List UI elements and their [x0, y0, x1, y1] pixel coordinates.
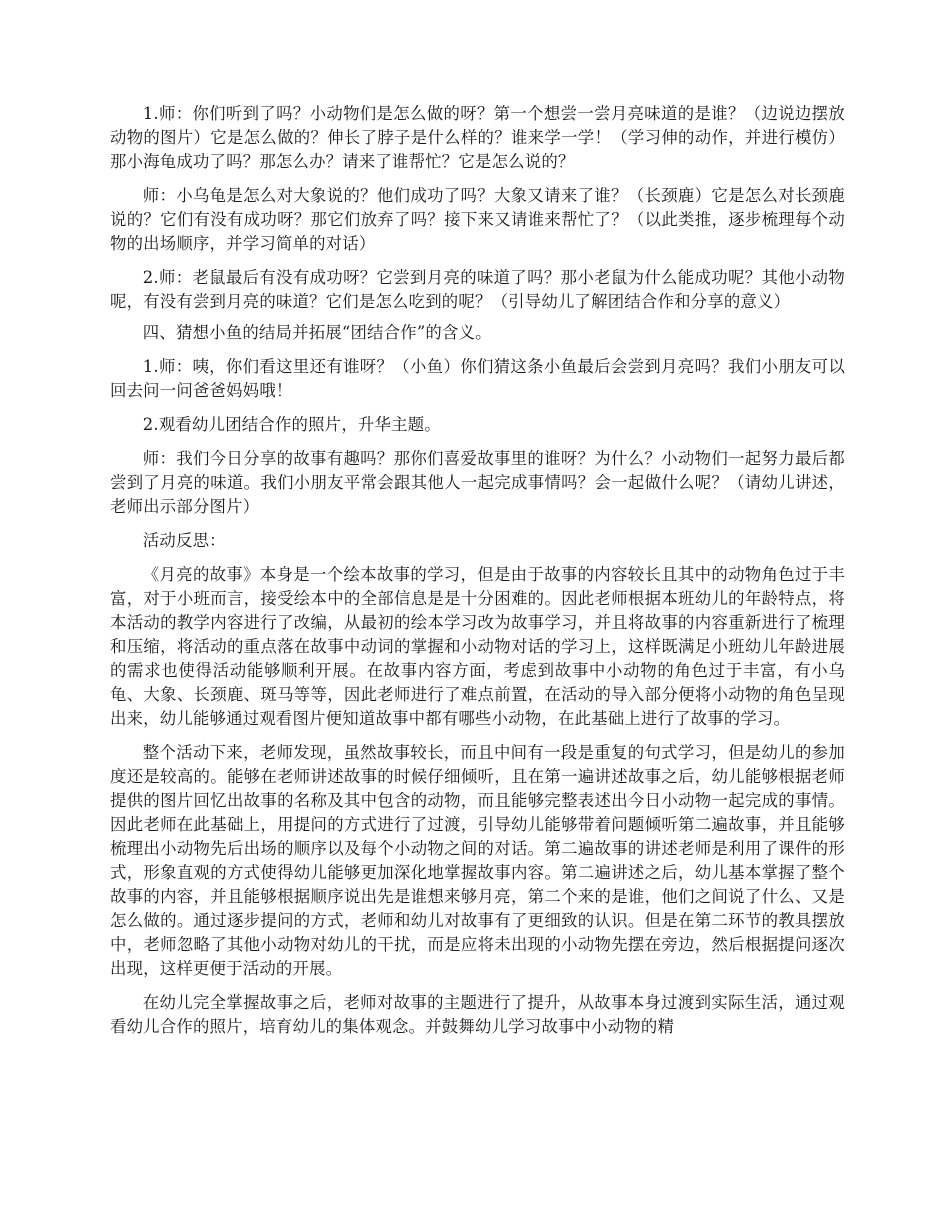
paragraph-1: 1.师：你们听到了吗？小动物们是怎么做的呀？第一个想尝一尝月亮味道的是谁？（边说边摆放动物的图片）它是怎么做的？伸长了脖子是什么样的？谁来学一学！（学习伸的动作，并进行模仿）那小海龟成功了吗？那怎么办？请来了谁帮忙？它是怎么说的？	[110, 104, 845, 171]
paragraph-2: 师：小乌龟是怎么对大象说的？他们成功了吗？大象又请来了谁？（长颈鹿）它是怎么对长颈鹿说的？它们有没有成功呀？那它们放弃了吗？接下来又请谁来帮忙了？（以此类推，逐步梳理每个动物的出场顺序，并学习简单的对话）	[110, 186, 845, 253]
paragraph-8: 整个活动下来，老师发现，虽然故事较长，而且中间有一段是重复的句式学习，但是幼儿的参加度还是较高的。能够在老师讲述故事的时候仔细倾听，且在第一遍讲述故事之后，幼儿能够根据老师提供的图片回忆出故事的名称及其中包含的动物，而且能够完整表述出今日小动物一起完成的事情。因此老师在此基础上，用提问的方式进行了过渡，引导幼儿能够带着问题倾听第二遍故事，并且能够梳理出小动物先后出场的顺序以及每个小动物之间的对话。第二遍故事的讲述老师是利用了课件的形式，形象直观的方式使得幼儿能够更加深化地掌握故事内容。第二遍讲述之后，幼儿基本掌握了整个故事的内容，并且能够根据顺序说出先是谁想来够月亮，第二个来的是谁，他们之间说了什么、又是怎么做的。通过逐步提问的方式，老师和幼儿对故事有了更细致的认识。但是在第二环节的教具摆放中，老师忽略了其他小动物对幼儿的干扰，而是应将未出现的小动物先摆在旁边，然后根据提问逐次出现，这样更便于活动的开展。	[110, 743, 845, 978]
paragraph-5: 2.观看幼儿团结合作的照片，升华主题。	[142, 415, 441, 434]
paragraph-9: 在幼儿完全掌握故事之后，老师对故事的主题进行了提升，从故事本身过渡到实际生活，通过观看幼儿合作的照片，培育幼儿的集体观念。并鼓舞幼儿学习故事中小动物的精	[110, 993, 845, 1036]
document-body	[110, 102, 845, 1039]
section-heading: 四、猜想小鱼的结局并拓展“团结合作”的含义。	[142, 323, 492, 342]
paragraph-7: 《月亮的故事》本身是一个绘本故事的学习，但是由于故事的内容较长且其中的动物角色过于丰富，对于小班而言，接受绘本中的全部信息是是十分困难的。因此老师根据本班幼儿的年龄特点，将本活动的教学内容进行了改编，从最初的绘本学习改为故事学习，并且将故事的内容重新进行了梳理和压缩，将活动的重点落在故事中动词的掌握和小动物对话的学习上，这样既满足小班幼儿年龄进展的需求也使得活动能够顺利开展。在故事内容方面，考虑到故事中小动物的角色过于丰富，有小乌龟、大象、长颈鹿、斑马等等，因此老师进行了难点前置，在活动的导入部分便将小动物的角色呈现出来，幼儿能够通过观看图片便知道故事中都有哪些小动物，在此基础上进行了故事的学习。	[110, 565, 845, 728]
paragraph-4: 1.师：咦，你们看这里还有谁呀？（小鱼）你们猜这条小鱼最后会尝到月亮吗？我们小朋友可以回去问一问爸爸妈妈哦！	[110, 357, 845, 400]
paragraph-6: 师：我们今日分享的故事有趣吗？那你们喜爱故事里的谁呀？为什么？小动物们一起努力最后都尝到了月亮的味道。我们小朋友平常会跟其他人一起完成事情吗？会一起做什么呢？（请幼儿讲述，老师出示部分图片）	[110, 449, 845, 516]
paragraph-3: 2.师：老鼠最后有没有成功呀？它尝到月亮的味道了吗？那小老鼠为什么能成功呢？其他小动物呢，有没有尝到月亮的味道？它们是怎么吃到的呢？（引导幼儿了解团结合作和分享的意义）	[110, 268, 845, 311]
reflection-heading: 活动反思：	[142, 531, 226, 550]
